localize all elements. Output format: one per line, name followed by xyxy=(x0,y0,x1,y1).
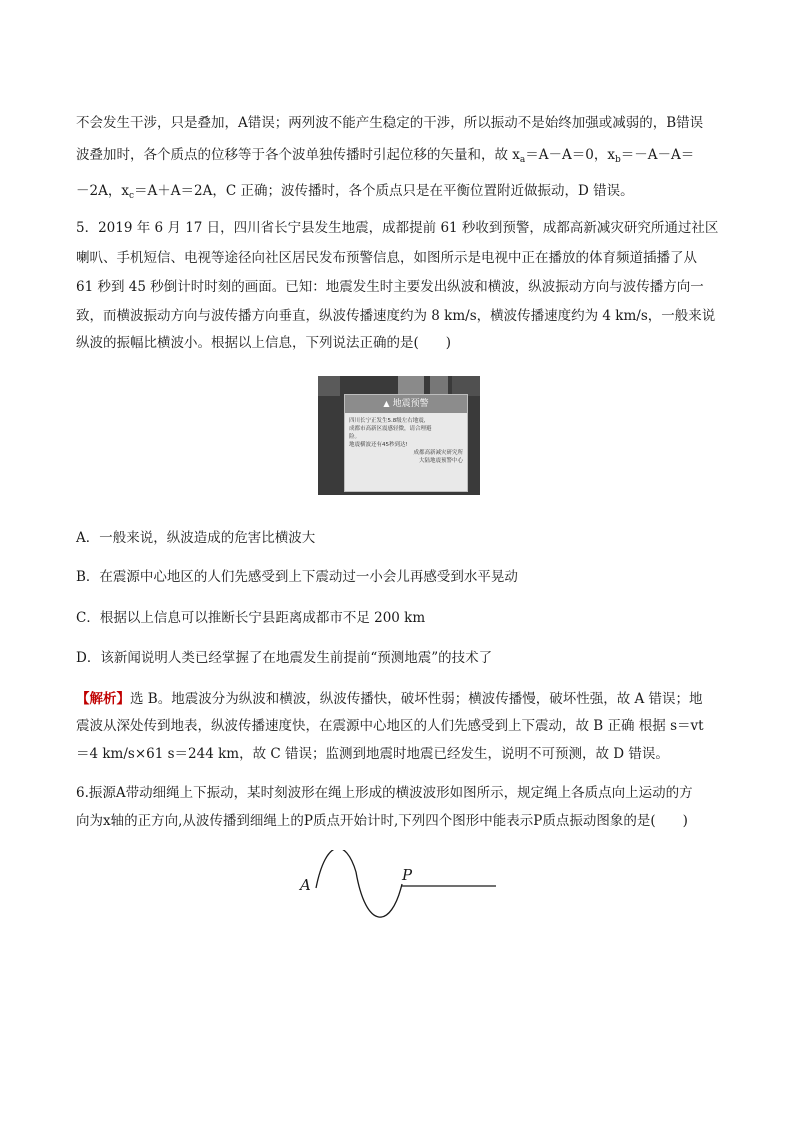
analysis-tag: 【解析】 xyxy=(76,691,130,707)
analysis-line-2: 震波从深处传到地表，纵波传播速度快，在震源中心地区的人们先感受到上下震动，故 B 正确 根据 s＝vt xyxy=(76,718,704,734)
text-segment: 选 B。地震波分为纵波和横波，纵波传播快，破坏性弱；横波传播慢，破坏性强，故 A 错误；地 xyxy=(130,691,703,707)
warning-signature: 大陆地震预警中心 xyxy=(418,458,463,464)
q5-line-5: 纵波的振幅比横波小。根据以上信息，下列说法正确的是( ) xyxy=(76,335,452,351)
option-c: C．根据以上信息可以推断长宁县距离成都市不足 200 km xyxy=(76,610,426,626)
q6-line-1: 6.振源A带动细绳上下振动，某时刻波形在绳上形成的横波波形如图所示，规定绳上各质点向上运动的方 xyxy=(76,785,693,801)
prev-answer-line-3 xyxy=(76,181,634,206)
photo-background-strip xyxy=(318,376,340,396)
label-a: A xyxy=(300,876,311,894)
text-segment: －2A，x xyxy=(76,183,129,199)
q5-line-2: 喇叭、手机短信、电视等途径向社区居民发布预警信息，如图所示是电视中正在播放的体育频道插播了从 xyxy=(76,250,697,266)
text-segment: 波叠加时，各个质点的位移等于各个波单独传播时引起位移的矢量和，故 x xyxy=(76,147,520,163)
q5-line-1: 5．2019 年 6 月 17 日，四川省长宁县发生地震，成都提前 61 秒收到预警，成都高新减灾研究所通过社区 xyxy=(76,220,719,236)
q5-line-3: 61 秒到 45 秒倒计时时刻的画面。已知：地震发生时主要发出纵波和横波，纵波振动方向与波传播方向一 xyxy=(76,279,704,295)
subscript: a xyxy=(519,155,526,165)
subscript: b xyxy=(614,155,621,165)
photo-background-strip xyxy=(398,376,424,396)
warning-dialog xyxy=(344,394,468,492)
q6-line-2: 向为x轴的正方向,从波传播到细绳上的P质点开始计时,下列四个图形中能表示P质点振动图象的是( ) xyxy=(76,813,688,829)
text-segment: ＝A＋A＝2A，C 正确；波传播时，各个质点只是在平衡位置附近做振动，D 错误。 xyxy=(134,183,634,199)
prev-answer-line-2 xyxy=(76,145,694,170)
photo-background-strip xyxy=(430,376,448,396)
analysis-line-3: ＝4 km/s×61 s＝244 km，故 C 错误；监测到地震时地震已经发生，说明不可预测，故 D 错误。 xyxy=(76,746,669,762)
warning-triangle-icon: ▲ xyxy=(383,399,390,408)
prev-answer-line-1: 不会发生干涉，只是叠加，A错误；两列波不能产生稳定的干涉，所以振动不是始终加强或减弱的，B错误 xyxy=(76,115,704,131)
subscript: c xyxy=(128,191,134,201)
option-d: D．该新闻说明人类已经掌握了在地震发生前提前“预测地震”的技术了 xyxy=(76,650,493,666)
option-b: B．在震源中心地区的人们先感受到上下震动过一小会儿再感受到水平晃动 xyxy=(76,569,518,585)
warning-title: 地震预警 xyxy=(392,399,429,409)
warning-signature: 成都高新减灾研究所 xyxy=(413,450,463,456)
earthquake-warning-photo xyxy=(318,376,480,495)
q5-line-4: 致，而横波振动方向与波传播方向垂直，纵波传播速度约为 8 km/s，横波传播速度约为 4 km/s，一般来说 xyxy=(76,308,716,324)
rope-wave-figure xyxy=(296,850,506,922)
warning-dialog-body xyxy=(349,417,463,465)
option-a: A．一般来说，纵波造成的危害比横波大 xyxy=(76,530,316,546)
warning-text: 成都市高新区震感轻微，请合理避 xyxy=(349,426,432,432)
photo-background-strip xyxy=(452,376,480,396)
wave-curve xyxy=(316,850,402,917)
warning-dialog-header xyxy=(345,395,467,413)
warning-text: 四川长宁正发生5.8级左右地震, xyxy=(349,418,426,424)
label-p: P xyxy=(402,866,413,884)
text-segment: ＝A－A＝0，x xyxy=(525,147,615,163)
text-segment: ＝－A－A＝ xyxy=(620,147,695,163)
warning-text: 险。 xyxy=(349,434,361,440)
warning-text: 地震横波还有45秒到达! xyxy=(349,442,408,448)
analysis-line-1 xyxy=(76,689,703,709)
